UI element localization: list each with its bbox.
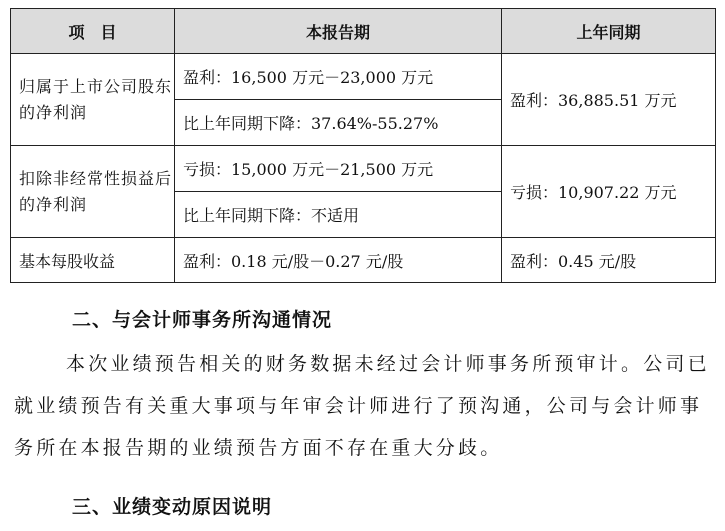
row-label-net-profit-deducted: 扣除非经常性损益后的净利润 xyxy=(11,146,175,238)
table-row xyxy=(11,54,716,100)
row-label-net-profit: 归属于上市公司股东的净利润 xyxy=(11,54,175,146)
net-profit-deducted-current-range: 亏损：15,000 万元－21,500 万元 xyxy=(175,146,502,192)
table-row xyxy=(11,146,716,192)
eps-prior-value: 盈利：0.45 元/股 xyxy=(502,238,716,283)
table-row xyxy=(11,238,716,283)
section-heading-performance-change-reasons: 三、业绩变动原因说明 xyxy=(72,496,273,518)
net-profit-current-range: 盈利：16,500 万元－23,000 万元 xyxy=(175,54,502,100)
table-header-row xyxy=(11,9,716,54)
net-profit-yoy-change: 比上年同期下降：37.64%-55.27% xyxy=(175,100,502,146)
earnings-forecast-table xyxy=(10,8,716,283)
row-label-eps: 基本每股收益 xyxy=(11,238,175,283)
header-current-period: 本报告期 xyxy=(175,9,502,54)
net-profit-prior-value: 盈利：36,885.51 万元 xyxy=(502,54,716,146)
eps-current-range: 盈利：0.18 元/股－0.27 元/股 xyxy=(175,238,502,283)
section-heading-auditor-communication: 二、与会计师事务所沟通情况 xyxy=(72,309,333,331)
net-profit-deducted-yoy-change: 比上年同期下降：不适用 xyxy=(175,192,502,238)
header-item: 项 目 xyxy=(11,9,175,54)
net-profit-deducted-prior-value: 亏损：10,907.22 万元 xyxy=(502,146,716,238)
header-prior-period: 上年同期 xyxy=(502,9,716,54)
auditor-communication-paragraph: 本次业绩预告相关的财务数据未经过会计师事务所预审计。公司已就业绩预告有关重大事项与年审会计师进行了预沟通，公司与会计师事务所在本报告期的业绩预告方面不存在重大分歧。 xyxy=(14,353,710,459)
